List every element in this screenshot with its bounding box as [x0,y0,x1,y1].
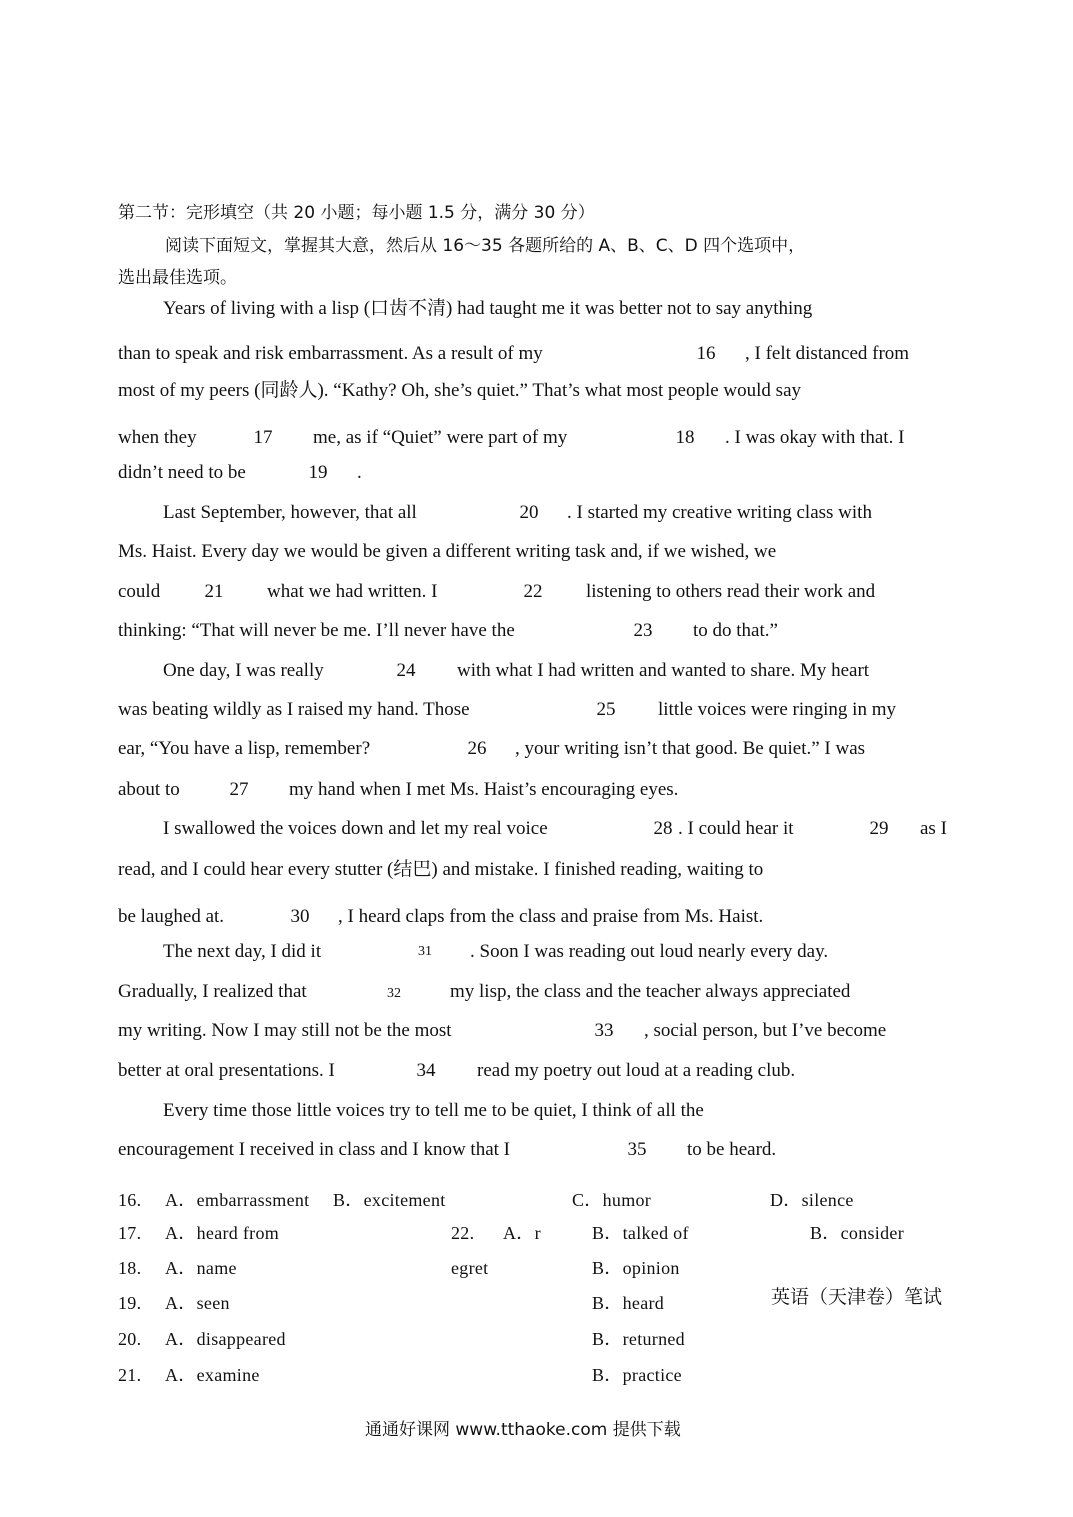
option-a: A．disappeared [165,1329,286,1349]
passage-line: , I felt distanced from [745,343,910,364]
passage-line: my hand when I met Ms. Haist’s encouraging eyes. [289,779,679,800]
passage-line: with what I had written and wanted to share. My heart [457,660,870,681]
option-a: A．seen [165,1293,230,1313]
passage-line: most of my peers (同龄人). “Kathy? Oh, she’s quiet.” That’s what most people would say [118,380,801,401]
blank-28: 28 [653,818,673,839]
instructions-line-2: 选出最佳选项。 [118,268,237,288]
option-number: 18. [118,1258,142,1278]
option-a: A．r [503,1223,541,1243]
passage-line: , I heard claps from the class and praise from Ms. Haist. [338,906,764,927]
option-number: 16. [118,1190,142,1210]
passage-line: Last September, however, that all [163,502,417,523]
passage-line: Years of living with a lisp (口齿不清) had taught me it was better not to say anything [163,298,813,319]
passage-line: read, and I could hear every stutter (结巴) and mistake. I finished reading, waiting to [118,859,764,880]
passage-line: listening to others read their work and [586,581,876,602]
option-a-continued: egret [451,1258,489,1278]
option-a: A．examine [165,1365,260,1385]
passage-line: to do that.” [693,620,778,641]
blank-16: 16 [696,343,716,364]
instructions-line-1: 阅读下面短文，掌握其大意，然后从 16～35 各题所给的 A、B、C、D 四个选项中， [165,236,806,256]
blank-29: 29 [869,818,889,839]
blank-33: 33 [594,1020,614,1041]
blank-21: 21 [204,581,224,602]
passage-line: read my poetry out loud at a reading club. [477,1060,796,1081]
option-a: A．name [165,1258,237,1278]
passage-line: One day, I was really [163,660,324,681]
page-footer: 通通好课网 www.tthaoke.com 提供下载 [365,1420,681,1440]
option-b: B．talked of [592,1223,689,1243]
passage-line: than to speak and risk embarrassment. As a result of my [118,343,543,364]
blank-31: 31 [418,944,432,959]
option-b: B．practice [592,1365,682,1385]
passage-line: Gradually, I realized that [118,981,307,1002]
passage-line: . Soon I was reading out loud nearly every day. [470,941,829,962]
blank-19: 19 [308,462,328,483]
blank-24: 24 [396,660,416,681]
passage-line: thinking: “That will never be me. I’ll never have the [118,620,515,641]
option-b: B．heard [592,1293,665,1313]
option-number: 17. [118,1223,142,1243]
passage-line: I swallowed the voices down and let my real voice [163,818,548,839]
option-number: 19. [118,1293,142,1313]
option-number: 22. [451,1223,475,1243]
blank-27: 27 [229,779,249,800]
section-heading: 第二节：完形填空（共 20 小题；每小题 1.5 分，满分 30 分） [118,203,595,223]
blank-20: 20 [519,502,539,523]
passage-line: could [118,581,161,602]
option-number: 20. [118,1329,142,1349]
passage-line: Every time those little voices try to tell me to be quiet, I think of all the [163,1100,704,1121]
passage-line: me, as if “Quiet” were part of my [313,427,568,448]
option-c: C．humor [572,1190,652,1210]
passage-line: . I started my creative writing class with [567,502,872,523]
option-a: A．embarrassment [165,1190,310,1210]
passage-line: to be heard. [687,1139,777,1160]
option-b: B．consider [810,1223,904,1243]
passage-line: encouragement I received in class and I know that I [118,1139,510,1160]
passage-line: . I was okay with that. I [725,427,905,448]
passage-line: my lisp, the class and the teacher always appreciated [450,981,851,1002]
blank-35: 35 [627,1139,647,1160]
passage-line: didn’t need to be [118,462,246,483]
blank-22: 22 [523,581,543,602]
blank-30: 30 [290,906,310,927]
passage-line: , social person, but I’ve become [644,1020,887,1041]
passage-line: The next day, I did it [163,941,322,962]
option-b: B．excitement [333,1190,446,1210]
passage-line: what we had written. I [267,581,438,602]
passage-line: Ms. Haist. Every day we would be given a different writing task and, if we wished, we [118,541,777,562]
blank-17: 17 [253,427,273,448]
passage-line: better at oral presentations. I [118,1060,335,1081]
passage-line: little voices were ringing in my [658,699,896,720]
option-a: A．heard from [165,1223,280,1243]
option-d: D．silence [770,1190,854,1210]
passage-line: , your writing isn’t that good. Be quiet.” I was [515,738,866,759]
blank-32: 32 [387,986,401,1001]
blank-26: 26 [467,738,487,759]
option-b: B．returned [592,1329,685,1349]
passage-line: . I could hear it [678,818,794,839]
passage-line: my writing. Now I may still not be the most [118,1020,452,1041]
option-number: 21. [118,1365,142,1385]
passage-line: . [357,462,362,483]
option-b: B．opinion [592,1258,680,1278]
side-label: 英语（天津卷）笔试 [771,1286,943,1308]
blank-18: 18 [675,427,695,448]
passage-line: was beating wildly as I raised my hand. Those [118,699,470,720]
passage-line: ear, “You have a lisp, remember? [118,738,371,759]
blank-25: 25 [596,699,616,720]
passage-line: about to [118,779,180,800]
blank-23: 23 [633,620,653,641]
passage-line: be laughed at. [118,906,225,927]
passage-line: as I [920,818,947,839]
blank-34: 34 [416,1060,436,1081]
passage-line: when they [118,427,197,448]
